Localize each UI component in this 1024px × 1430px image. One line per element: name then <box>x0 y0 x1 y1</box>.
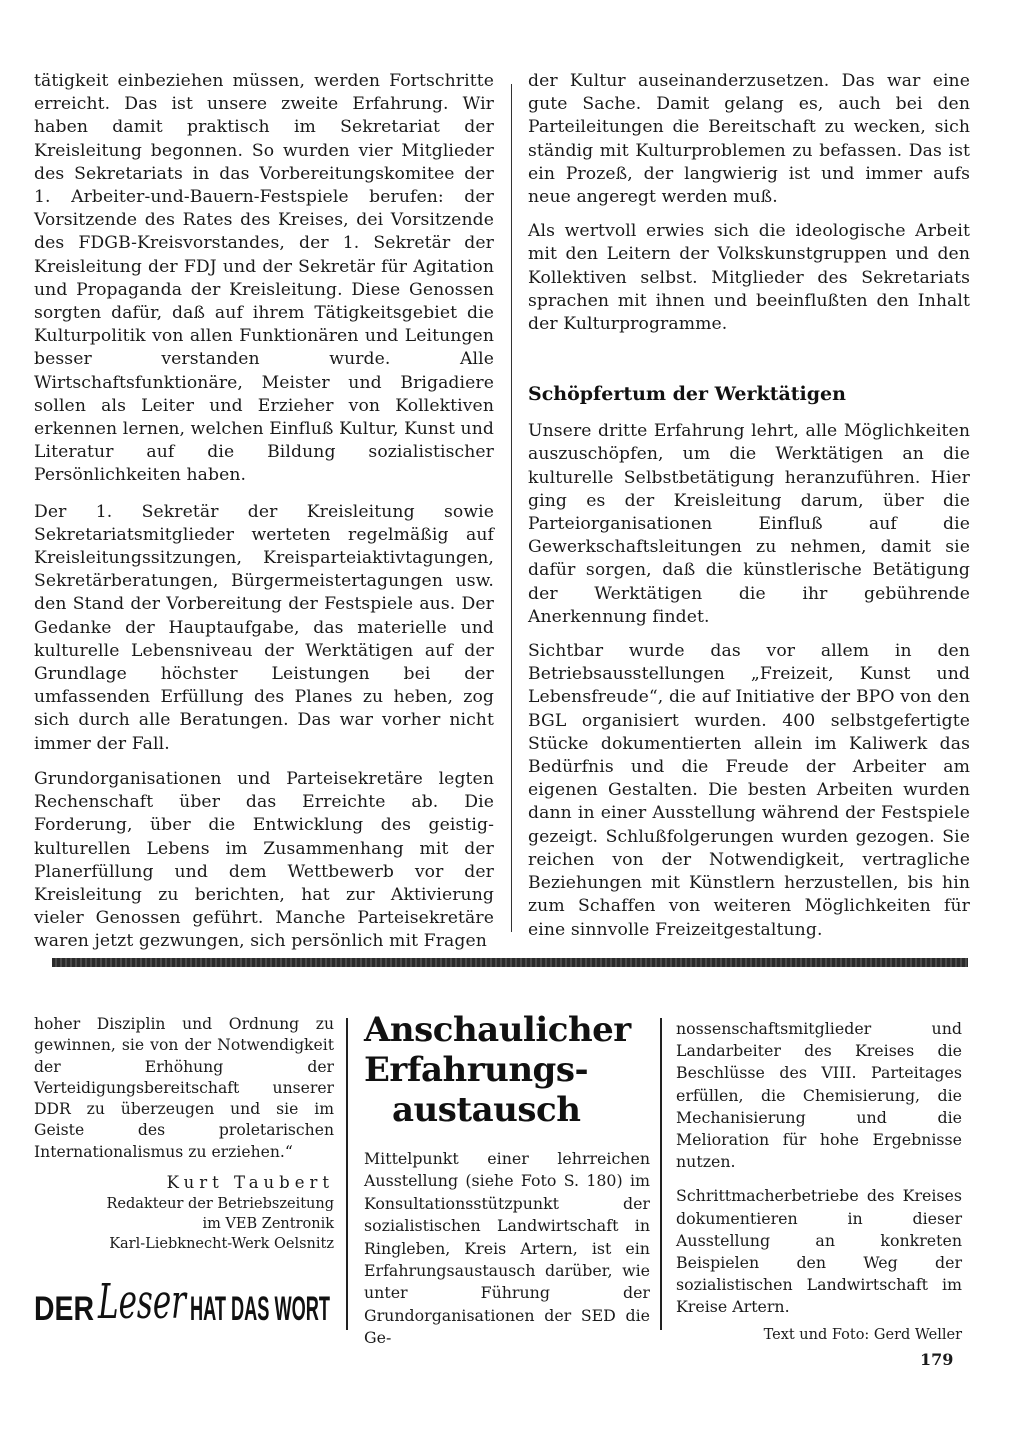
article-paragraph: Als wertvoll erwies sich die ideologische Arbeit mit den Leitern der Volkskunstgruppen und den Kollektiven selbst. Mitglieder des Sekretariats sprachen mit ihnen und beeinflußten den Inhalt der Kulturprogramme. <box>528 221 970 335</box>
column-divider <box>660 1018 662 1330</box>
leser-hat-das-wort-logo <box>34 1268 334 1332</box>
article-paragraph: Grundorganisationen und Parteisekretäre legten Rechenschaft über das Erreichte ab. Die Forderung, über die Entwicklung des geistig-kulturellen Lebens im Zusammenhang mit der Planerfüllung und dem Wettbewerb vor der Kreisleitung zu berichten, hat zur Aktivierung vieler Genossen geführt. Manche Parteisekretäre waren jetzt gezwungen, sich persönlich mit Fragen <box>34 768 494 952</box>
headline-line: Erfahrungs- <box>364 1050 589 1090</box>
article-right-column <box>528 70 970 942</box>
article-left-column <box>34 70 494 954</box>
author-role-line: im VEB Zentronik <box>202 1216 334 1233</box>
article-paragraph: der Kultur auseinanderzusetzen. Das war eine gute Sache. Damit gelang es, auch bei den Parteileitungen die Bereitschaft zu wecken, sich ständig mit Kulturproblemen zu befassen. Das ist ein Prozeß, der langwierig ist und immer aufs neue angeregt werden muß. <box>528 71 970 208</box>
author-role-line: Redakteur der Betriebszeitung <box>106 1196 334 1213</box>
section-separator-rule <box>52 958 968 967</box>
feature-box <box>364 1010 650 1350</box>
column-divider <box>346 1018 348 1330</box>
feature-continuation <box>676 1018 962 1343</box>
page-number: 179 <box>920 1350 954 1369</box>
column-divider <box>511 84 512 932</box>
logo-text-hat-das-wort: HAT DAS WORT <box>190 1290 331 1328</box>
feature-paragraph: Schrittmacherbetriebe des Kreises dokumentieren in dieser Ausstellung an konkreten Beispielen den Weg der sozialistischen Landwirtschaft im Kreise Artern. <box>676 1186 962 1317</box>
logo-text-der: DER <box>34 1290 94 1328</box>
headline-line: austausch <box>392 1090 581 1130</box>
headline-line: Anschaulicher <box>364 1010 631 1050</box>
article-paragraph: Unsere dritte Erfahrung lehrt, alle Möglichkeiten auszuschöpfen, um die Werktätigen an die kulturelle Selbstbetätigung heranzuführen. Hier ging es der Kreisleitung darum, über die Parteiorganisationen Einfluß auf die Gewerkschaftsleitungen zu nehmen, damit sie dafür sorgen, daß die künstlerische Betätigung der Werktätigen die ihr gebührende Anerkennung findet. <box>528 421 970 627</box>
article-paragraph: Sichtbar wurde das vor allem in den Betriebsausstellungen „Freizeit, Kunst und Lebensfreude“, die auf Initiative der BPO von den BGL organisiert wurden. 400 selbstgefertigte Stücke dokumentierten allein im Kaliwerk das Bedürfnis und die Freude der Arbeiter am eigenen Gestalten. Die besten Arbeiten wurden dann in einer Ausstellung während der Festspiele gezeigt. Schlußfolgerungen wurden gezogen. Sie reichen von der Notwendigkeit, vertragliche Beziehungen mit Künstlern herzustellen, bis hin zum Schaffen von weiteren Möglichkeiten für eine sinnvolle Freizeitgestaltung. <box>528 641 970 940</box>
section-subheading: Schöpfertum der Werktätigen <box>528 383 846 406</box>
letter-author: Kurt Taubert <box>166 1173 334 1193</box>
feature-headline <box>364 1010 650 1130</box>
feature-body: Mittelpunkt einer lehrreichen Ausstellung (siehe Foto S. 180) im Konsultationsstützpunkt der sozialistischen Landwirtschaft in Ringleben, Kreis Artern, ist ein Erfahrungsaustausch darüber, wie unter Führung der Grundorganisationen der SED die Ge- <box>364 1149 650 1348</box>
photo-credit: Text und Foto: Gerd Weller <box>763 1326 962 1343</box>
article-paragraph: tätigkeit einbeziehen müssen, werden Fortschritte erreicht. Das ist unsere zweite Erfahrung. Wir haben damit praktisch im Sekretariat der Kreisleitung begonnen. So wurden vier Mitglieder des Sekretariats in das Vorbereitungskomitee der 1. Arbeiter-und-Bauern-Festspiele berufen: der Vorsitzende des Rates des Kreises, dei Vorsitzende des FDGB-Kreisvorstandes, der 1. Sekretär der Kreisleitung der FDJ und der Sekretär für Agitation und Propaganda der Kreisleitung. Diese Genossen sorgten dafür, daß auf ihrem Tätigkeitsgebiet die Kulturpolitik von allen Funktionären und Leitungen besser verstanden wurde. Alle Wirtschaftsfunktionäre, Meister und Brigadiere sollen als Leiter und Erzieher von Kollektiven erkennen lernen, welchen Einfluß Kultur, Kunst und Literatur auf die Bildung sozialistischer Persönlichkeiten haben. <box>34 71 494 486</box>
author-role-line: Karl-Liebknecht-Werk Oelsnitz <box>109 1236 334 1253</box>
letter-text: hoher Disziplin und Ordnung zu gewinnen, sie von der Notwendigkeit der Erhöhung der Verteidigungsbereitschaft unserer DDR zu überzeugen und sie im Geiste des proletarischen Internationalismus zu erziehen.“ <box>34 1015 334 1161</box>
feature-paragraph: nossenschaftsmitglieder und Landarbeiter des Kreises die Beschlüsse des VIII. Parteitages erfüllen, die Chemisierung, die Mechanisierung und die Melioration für hohe Ergebnisse nutzen. <box>676 1019 962 1172</box>
letter-box <box>34 1014 334 1254</box>
article-paragraph: Der 1. Sekretär der Kreisleitung sowie Sekretariatsmitglieder werteten regelmäßig auf Kreisleitungssitzungen, Kreisparteiaktivtagungen, Sekretärberatungen, Bürgermeistertagungen usw. den Stand der Vorbereitung der Festspiele aus. Der Gedanke der Hauptaufgabe, das materielle und kulturelle Lebensniveau der Werktätigen auf der Grundlage höchster Leistungen bei der umfassenden Erfüllung des Planes zu heben, zog sich durch alle Beratungen. Das war vorher nicht immer der Fall. <box>34 501 494 754</box>
logo-text-leser: Leser <box>97 1274 188 1330</box>
